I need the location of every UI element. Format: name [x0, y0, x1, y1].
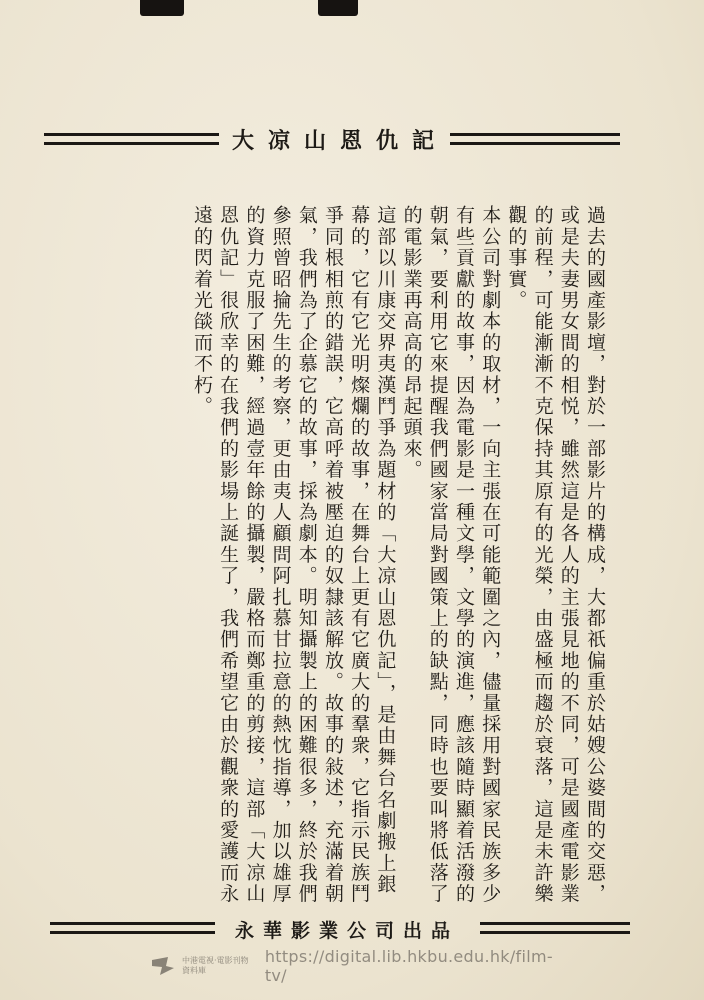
page-title: 大凉山恩仇記 — [232, 128, 449, 154]
paragraph: 過去的國產影壇，對於一部影片的構成，大都祇偏重於姑嫂公婆間的交惡，或是夫妻男女間的相悦，雖然這是各人的主張見地的不同，可是國產電影業的前程，可能漸漸不克保持其原有的光榮，由盛極而趨於衰落，這是未許樂觀的事實。 — [505, 205, 606, 905]
footer-rule-right — [480, 922, 630, 934]
title-rule-right — [450, 133, 620, 145]
ink-blot — [140, 0, 184, 16]
ink-blot — [318, 0, 358, 16]
library-name: 中港電視·電影刊物資料庫 — [182, 956, 249, 975]
library-watermark — [150, 947, 570, 985]
paragraph: 本公司對劇本的取材，一向主張在可能範圍之內，儘量採用對國家民族多少有些貢獻的故事，因為電影是一種文學，文學的演進，應該隨時顯着活潑的朝氣，要利用它來提醒我們國家當局對國策上的缺點，同時也要叫將低落了的電影業再高高的昂起頭來。 — [400, 205, 502, 905]
paragraph: 這部以川康交界夷漢鬥爭為題材的「大凉山恩仇記」，是由舞台名劇搬上銀幕的，它有它光明燦爛的故事，在舞台上更有它廣大的羣衆，它指示民族鬥爭同根相煎的錯誤，它高呼着被壓迫的奴隸該解放。故事的敍述，充滿着朝氣，我們為了企慕它的故事，採為劇本。明知攝製上的困難很多，終於我們參照曾昭掄先生的考察，更由夷人顧問阿扎慕甘拉意的熱忱指導，加以雄厚的資力克服了困難，經過壹年餘的攝製，嚴格而鄭重的剪接，這部「大凉山恩仇記」很欣幸的在我們的影場上誕生了，我們希望它由於觀衆的愛護而永遠的閃着光燄而不朽。 — [190, 205, 397, 905]
library-url[interactable]: https://digital.lib.hkbu.edu.hk/film-tv/ — [264, 947, 553, 985]
footer-rule-left — [50, 922, 215, 934]
title-rule-left — [44, 133, 219, 145]
film-reel-icon — [150, 954, 176, 978]
company-credit: 永華影業公司出品 — [234, 920, 459, 942]
article-body — [189, 205, 608, 905]
